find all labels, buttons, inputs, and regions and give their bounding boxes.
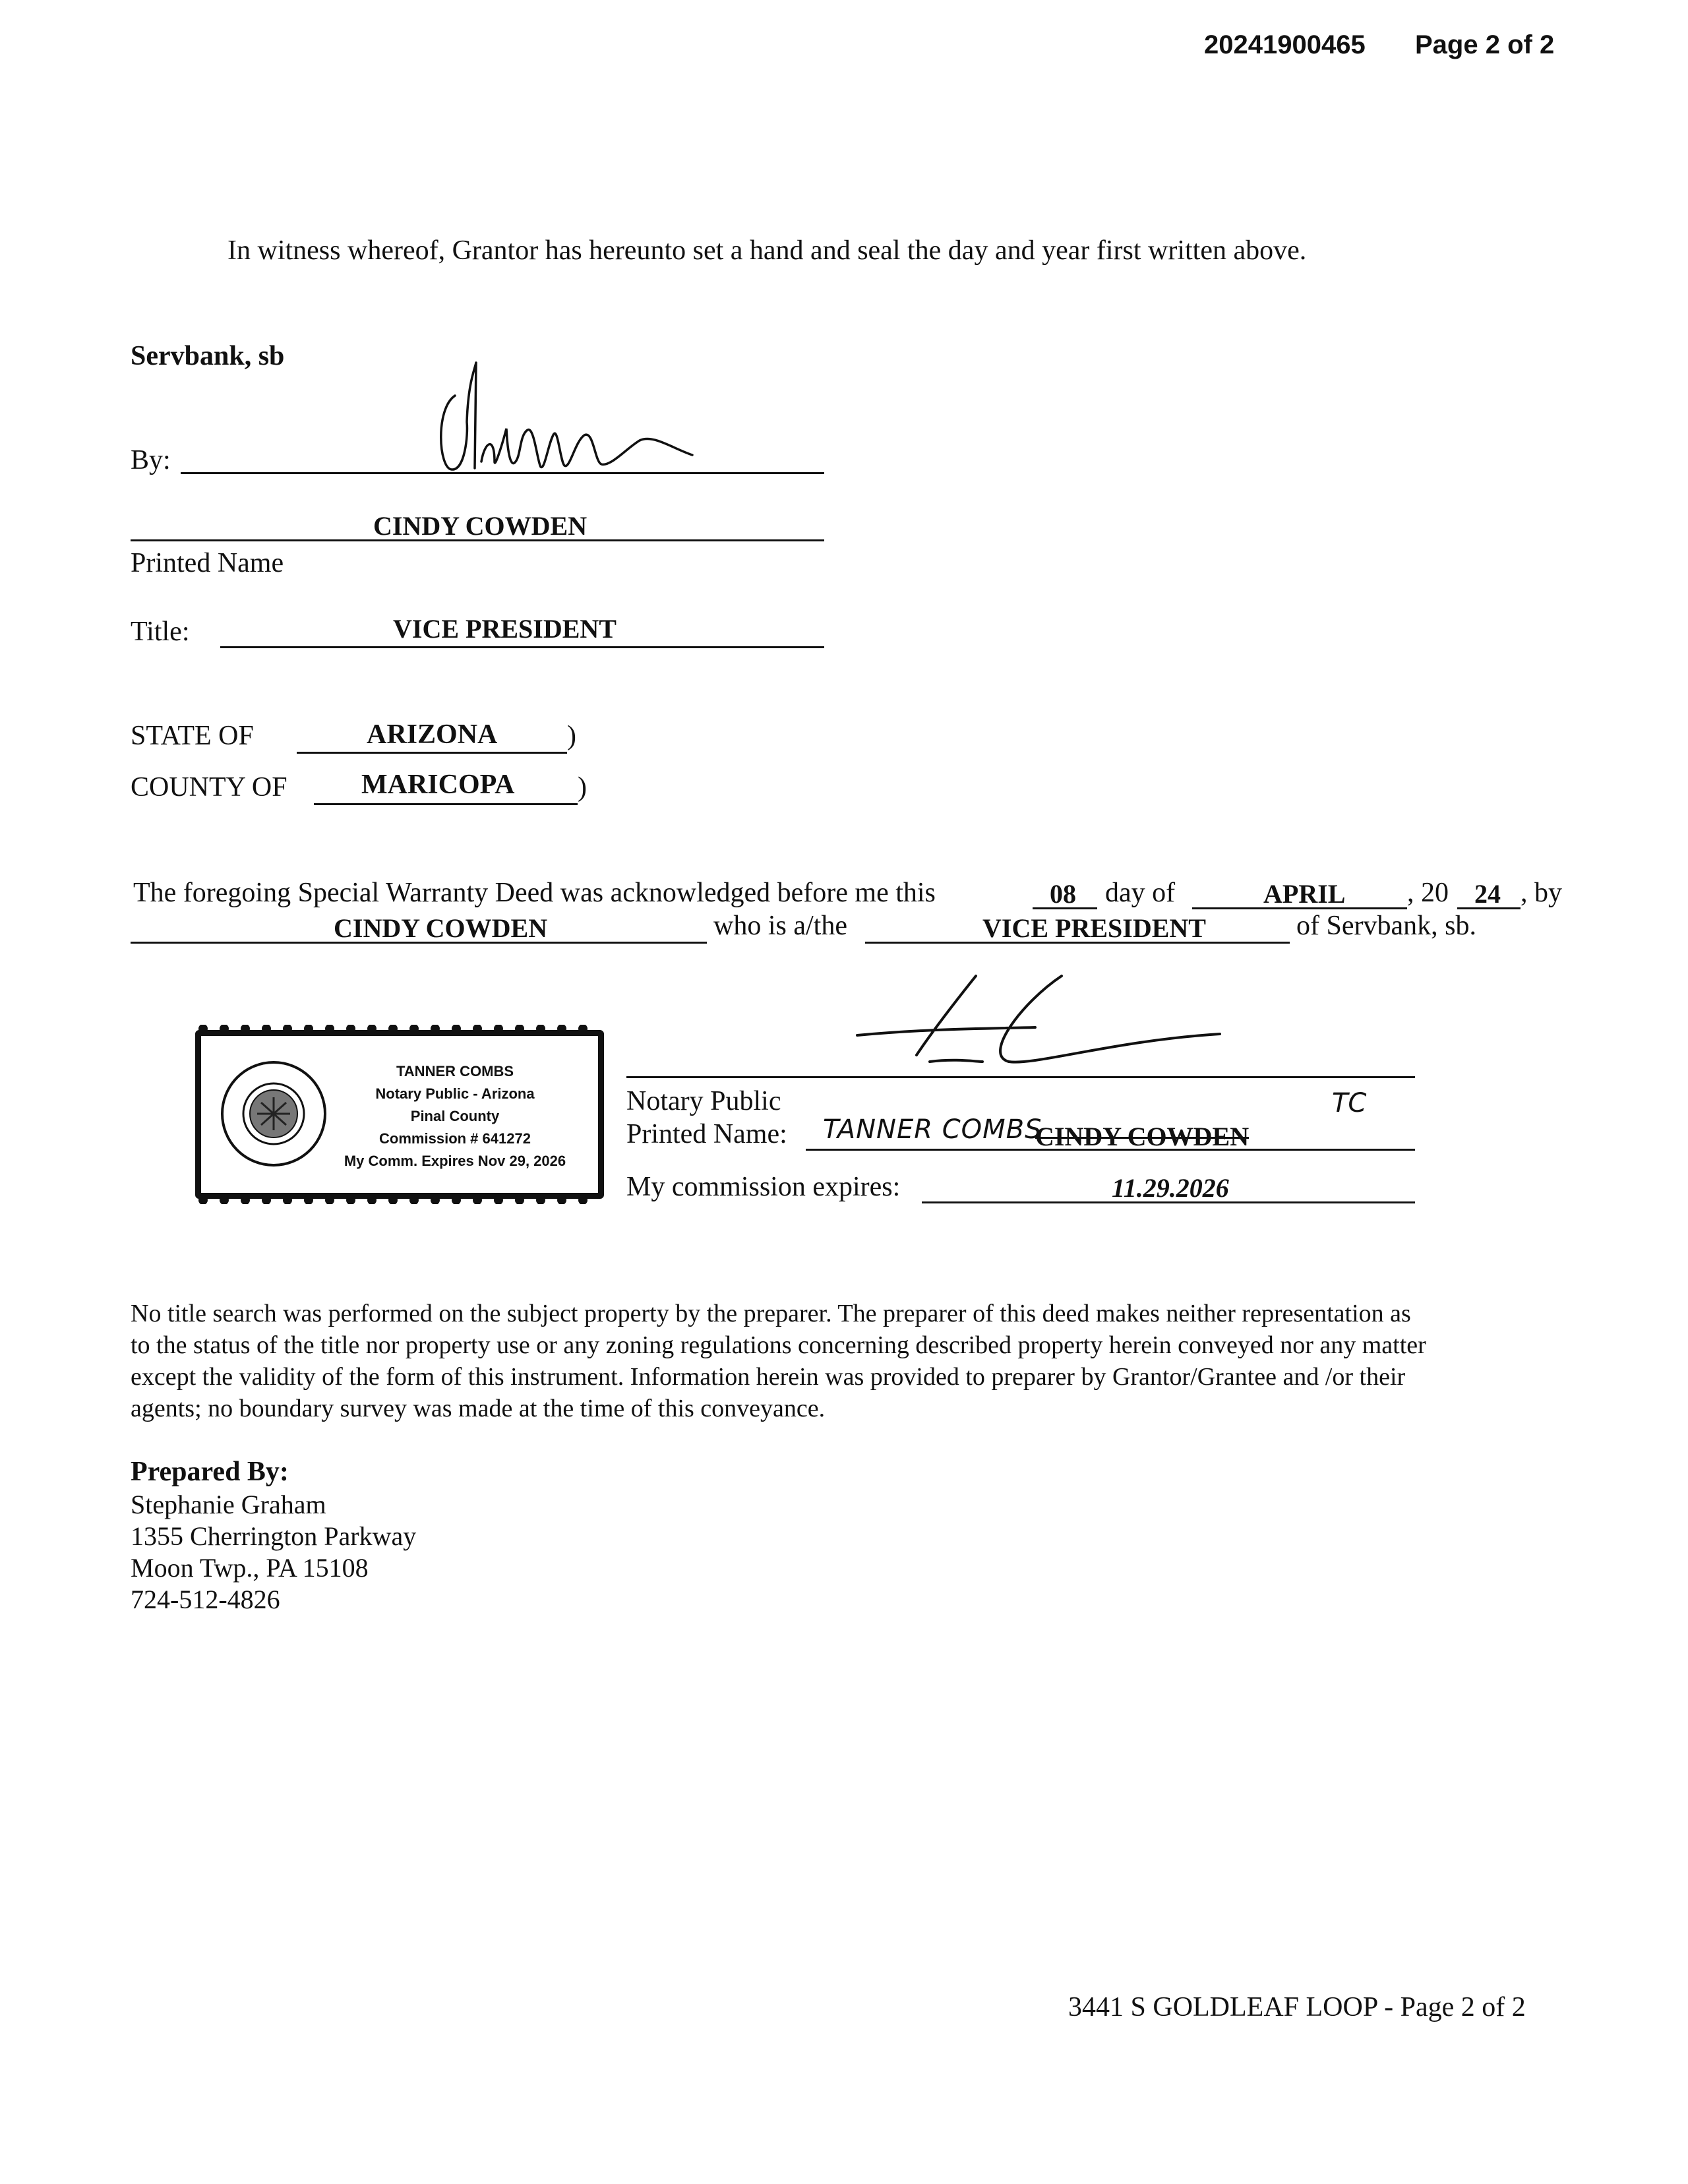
preparer-name: Stephanie Graham	[131, 1490, 326, 1519]
printed-name-label: Printed Name	[131, 548, 284, 578]
notary-initials: TC	[1332, 1088, 1367, 1118]
witness-statement: In witness whereof, Grantor has hereunto set a hand and seal the day and year first written above.	[227, 235, 1307, 266]
ack-by: , by	[1521, 878, 1562, 908]
county-value: MARICOPA	[361, 770, 515, 800]
title-value: VICE PRESIDENT	[393, 614, 617, 644]
ack-of-company: of Servbank, sb.	[1296, 911, 1476, 941]
notary-public-label: Notary Public	[626, 1086, 781, 1116]
title-label: Title:	[131, 617, 190, 647]
ack-year-prefix: , 20	[1407, 878, 1449, 908]
notary-printed-name-label: Printed Name:	[626, 1119, 787, 1149]
notary-struck-name: CINDY COWDEN	[1035, 1122, 1250, 1151]
grantor-signature	[429, 356, 706, 481]
notary-handwritten-name: TANNER COMBS	[823, 1114, 1042, 1145]
preparer-phone: 724-512-4826	[131, 1585, 280, 1614]
preparer-street: 1355 Cherrington Parkway	[131, 1521, 417, 1551]
commission-value: 11.29.2026	[1112, 1173, 1229, 1203]
preparer-city: Moon Twp., PA 15108	[131, 1553, 369, 1583]
ack-who-is: who is a/the	[713, 911, 847, 941]
stamp-line-3: Commission # 641272	[379, 1130, 531, 1147]
ack-text: The foregoing Special Warranty Deed was acknowledged before me this	[133, 878, 936, 908]
prepared-by-details	[131, 1489, 416, 1616]
county-label: COUNTY OF	[131, 772, 287, 803]
stamp-line-2: Pinal County	[410, 1108, 500, 1124]
disclaimer-line: to the status of the title nor property use or any zoning regulations concerning described property herein conveyed nor any matter	[131, 1331, 1426, 1359]
printed-name-value: CINDY COWDEN	[373, 511, 588, 541]
notary-signature-line	[626, 1076, 1415, 1078]
grantor-company: Servbank, sb	[131, 341, 285, 371]
disclaimer-line: No title search was performed on the subject property by the preparer. The preparer of this deed makes neither representation as	[131, 1300, 1411, 1327]
stamp-line-1: Notary Public - Arizona	[375, 1085, 535, 1102]
notary-signature	[851, 963, 1233, 1081]
by-label: By:	[131, 445, 171, 475]
state-value: ARIZONA	[367, 719, 498, 750]
state-label: STATE OF	[131, 721, 254, 751]
prepared-by-label: Prepared By:	[131, 1457, 289, 1487]
county-paren: )	[578, 772, 587, 803]
ack-day-of: day of	[1105, 878, 1176, 908]
stamp-notary-name: TANNER COMBS	[396, 1063, 514, 1079]
ack-role: VICE PRESIDENT	[982, 913, 1206, 943]
commission-label: My commission expires:	[626, 1172, 901, 1202]
ack-month: APRIL	[1263, 879, 1346, 909]
document-number: 20241900465	[1204, 30, 1366, 59]
ack-year: 24	[1474, 879, 1501, 909]
state-paren: )	[567, 721, 576, 751]
page-indicator: Page 2 of 2	[1415, 30, 1555, 59]
disclaimer-line: except the validity of the form of this instrument. Information herein was provided to preparer by Grantor/Grantee and /or their	[131, 1363, 1406, 1391]
ack-day: 08	[1050, 879, 1076, 909]
title-line	[220, 646, 824, 648]
stamp-line-4: My Comm. Expires Nov 29, 2026	[344, 1153, 566, 1169]
disclaimer	[131, 1298, 1426, 1424]
disclaimer-line: agents; no boundary survey was made at the time of this conveyance.	[131, 1395, 826, 1422]
county-line	[314, 803, 578, 805]
state-line	[297, 752, 567, 754]
ack-person: CINDY COWDEN	[334, 913, 548, 943]
footer-page-label: 3441 S GOLDLEAF LOOP - Page 2 of 2	[1068, 1992, 1526, 2022]
